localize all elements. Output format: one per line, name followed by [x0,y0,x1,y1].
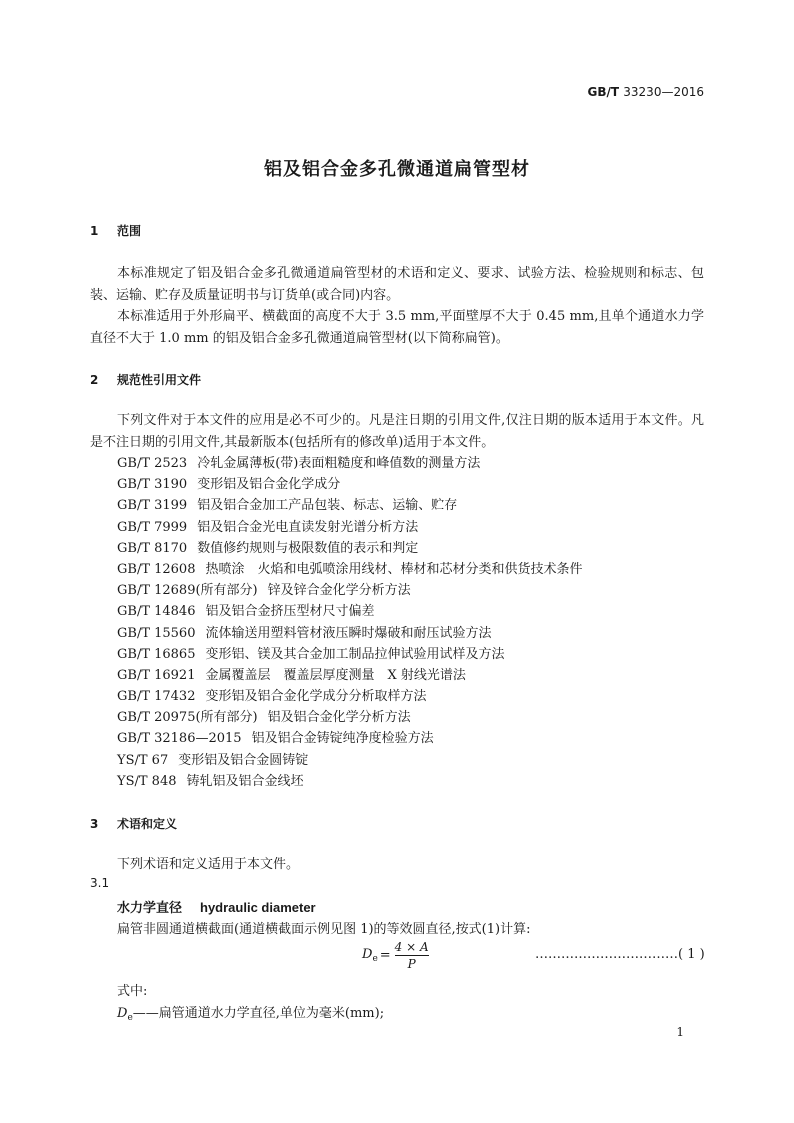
reference-code: GB/T 17432 [117,689,196,705]
reference-title: 热喷涂 火焰和电弧喷涂用线材、棒材和芯材分类和供货技术条件 [205,561,583,577]
standard-number-header [588,85,704,99]
fraction-bar [395,955,429,956]
reference-code: GB/T 32186—2015 [117,731,242,747]
reference-item [117,517,583,538]
reference-code: GB/T 3199 [117,498,188,514]
section-title: 术语和定义 [117,817,178,831]
term-english: hydraulic diameter [200,900,316,915]
reference-title: 铝及铝合金铸锭纯净度检验方法 [251,731,434,747]
where-item [117,1002,384,1023]
reference-code: YS/T 848 [117,773,177,789]
fraction [395,940,429,971]
reference-title: 数值修约规则与极限数值的表示和判定 [197,540,419,556]
standard-prefix: GB/T [587,85,620,99]
section-1-heading [90,222,141,239]
reference-item [117,601,583,622]
scope-paragraph-1: 本标准规定了铝及铝合金多孔微通道扁管型材的术语和定义、要求、试验方法、检验规则和标志、包装、运输、贮存及质量证明书与订货单(或合同)内容。 [90,266,704,303]
reference-item [117,750,583,771]
reference-title: 铝及铝合金加工产品包装、标志、运输、贮存 [197,498,458,514]
reference-title: 铸轧铝及铝合金线坯 [186,773,304,789]
where-label: 式中: [117,984,148,999]
reference-code: GB/T 14846 [117,604,196,620]
section-number: 1 [90,224,99,238]
term-heading [117,897,316,916]
reference-item [117,538,583,559]
reference-code: GB/T 8170 [117,540,188,556]
where-dash: —— [132,1006,159,1021]
equals-sign: = [379,948,391,963]
section-title: 范围 [117,224,142,238]
section-number: 3 [90,817,99,831]
reference-item [117,474,583,495]
fraction-denominator: P [407,957,416,971]
formula-1 [362,940,429,971]
terms-intro: 下列术语和定义适用于本文件。 [117,857,300,872]
reference-title: 铝及铝合金光电直读发射光谱分析方法 [197,519,419,535]
reference-title: 变形铝及铝合金化学成分 [197,477,341,493]
reference-code: YS/T 67 [117,752,169,768]
normative-intro: 下列文件对于本文件的应用是必不可少的。凡是注日期的引用文件,仅注日期的版本适用于本文件。凡是不注日期的引用文件,其最新版本(包括所有的修改单)适用于本文件。 [90,413,704,450]
reference-title: 铝及铝合金挤压型材尺寸偏差 [205,604,375,620]
formula-lhs: $D_e$ [362,947,378,964]
term-chinese: 水力学直径 [117,901,183,916]
reference-code: GB/T 2523 [117,456,188,471]
where-symbol-sub: e [127,1013,133,1023]
reference-item [117,644,583,665]
reference-code: GB/T 12608 [117,561,196,577]
term-definition: 扁管非圆通道横截面(通道横截面示例见图 1)的等效圆直径,按式(1)计算: [117,922,531,937]
reference-code: GB/T 3190 [117,477,188,493]
term-number: 3.1 [90,876,110,890]
reference-code: GB/T 7999 [117,519,188,535]
where-description: 扁管通道水力学直径,单位为毫米(mm); [158,1006,385,1021]
reference-list [117,453,583,792]
reference-item [117,686,583,707]
reference-title: 变形铝及铝合金圆铸锭 [178,752,309,768]
formula-number [535,947,705,962]
reference-title: 冷轧金属薄板(带)表面粗糙度和峰值数的测量方法 [197,456,481,471]
reference-item [117,771,583,792]
reference-item [117,580,583,601]
reference-title: 锌及锌合金化学分析方法 [267,583,411,599]
reference-item [117,559,583,580]
reference-title: 变形铝及铝合金化学成分分析取样方法 [205,689,427,705]
reference-code: GB/T 16865 [117,646,196,662]
equation-number: ( 1 ) [678,947,705,962]
reference-code: GB/T 20975(所有部分) [117,710,258,726]
reference-title: 变形铝、镁及其合金加工制品拉伸试验用试样及方法 [205,646,505,662]
reference-item [117,728,583,749]
reference-item [117,665,583,686]
fraction-numerator: 4 × A [394,940,429,954]
reference-code: GB/T 15560 [117,625,196,641]
reference-title: 金属覆盖层 覆盖层厚度测量 X 射线光谱法 [205,667,466,683]
document-title: 铝及铝合金多孔微通道扁管型材 [264,159,530,180]
reference-title: 流体输送用塑料管材液压瞬时爆破和耐压试验方法 [205,625,492,641]
reference-item [117,707,583,728]
reference-item [117,453,583,474]
reference-code: GB/T 12689(所有部分) [117,583,258,599]
leader-dots: …………………………… [535,947,678,962]
scope-paragraph-2: 本标准适用于外形扁平、横截面的高度不大于 3.5 mm,平面壁厚不大于 0.45 mm,且单个通道水力学直径不大于 1.0 mm 的铝及铝合金多孔微通道扁管型材(以下简称扁管)。 [90,309,704,346]
reference-item [117,495,583,516]
reference-code: GB/T 16921 [117,667,196,683]
section-2-heading [90,371,201,388]
section-3-heading [90,815,177,832]
standard-code: 33230—2016 [623,85,704,99]
reference-item [117,623,583,644]
reference-title: 铝及铝合金化学分析方法 [267,710,411,726]
where-symbol: D [117,1006,128,1021]
section-number: 2 [90,373,99,387]
section-title: 规范性引用文件 [117,373,202,387]
page-number: 1 [676,1025,684,1039]
